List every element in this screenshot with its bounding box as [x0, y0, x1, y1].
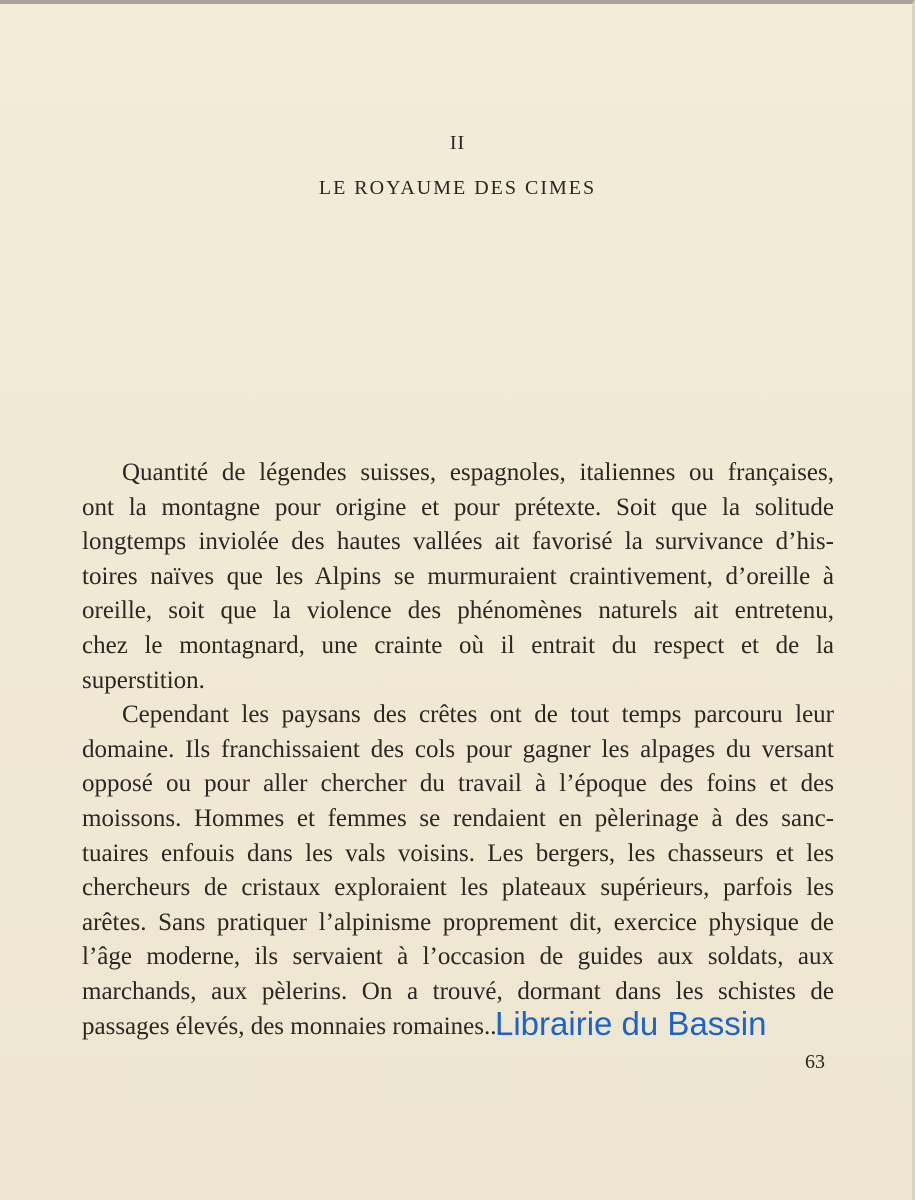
text-line: tuaires enfouis dans les vals voisins. Les bergers, les chasseurs et les: [82, 839, 834, 867]
text-line: domaine. Ils franchissaient des cols pour gagner les alpages du versant: [82, 735, 834, 763]
chapter-title: LE ROYAUME DES CIMES: [318, 177, 597, 199]
text-line: chercheurs de cristaux exploraient les plateaux supérieurs, parfois les: [82, 874, 834, 902]
text-line: opposé ou pour aller chercher du travail à l’époque des foins et des: [82, 770, 834, 798]
body-text: [82, 456, 834, 1044]
text-line: ont la montagne pour origine et pour prétexte. Soit que la solitude: [82, 493, 834, 521]
text-line: Quantité de légendes suisses, espagnoles, italiennes ou françaises,: [122, 459, 834, 486]
text-line: moissons. Hommes et femmes se rendaient en pèlerinage à des sanc-: [82, 804, 834, 832]
chapter-number: II: [449, 132, 466, 154]
watermark-text: Librairie du Bassin: [495, 1005, 767, 1042]
text-line: toires naïves que les Alpins se murmuraient craintivement, d’oreille à: [82, 562, 834, 590]
text-line: superstition.: [82, 666, 205, 694]
text-line: passages élevés, des monnaies romaines...: [82, 1012, 503, 1040]
text-line: arêtes. Sans pratiquer l’alpinisme proprement dit, exercice physique de: [82, 908, 834, 936]
page-number: 63: [805, 1051, 825, 1073]
text-line: longtemps inviolée des hautes vallées ait favorisé la survivance d’his-: [82, 528, 834, 556]
text-line: Cependant les paysans des crêtes ont de tout temps parcouru leur: [122, 701, 834, 729]
paragraph: [82, 698, 834, 1044]
paragraph: [82, 456, 834, 698]
text-line: oreille, soit que la violence des phénomènes naturels ait entretenu,: [82, 597, 834, 625]
text-line: l’âge moderne, ils servaient à l’occasion de guides aux soldats, aux: [82, 943, 834, 971]
text-line: marchands, aux pèlerins. On a trouvé, dormant dans les schistes de: [82, 977, 834, 1005]
text-line: chez le montagnard, une crainte où il entrait du respect et de la: [82, 631, 834, 659]
